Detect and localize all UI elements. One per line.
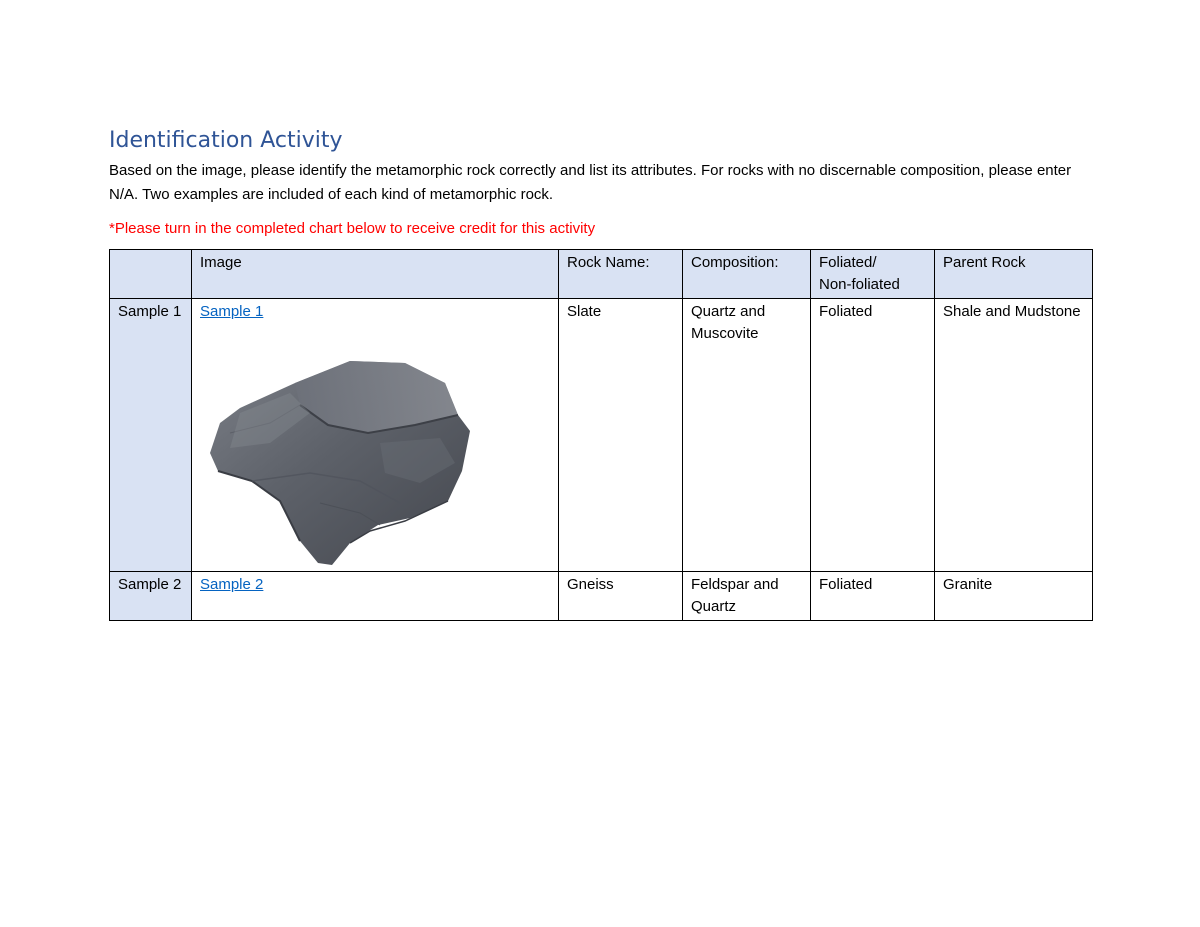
document-page: [109, 126, 1092, 621]
table-row: [110, 572, 1093, 621]
header-composition: Composition:: [683, 250, 811, 299]
page-title: Identification Activity: [109, 128, 343, 153]
header-foliation: [811, 250, 935, 299]
rock-name-sample-2: Gneiss: [559, 572, 683, 621]
parent-rock-sample-1: Shale and Mudstone: [935, 299, 1093, 572]
composition-sample-2: Feldspar and Quartz: [683, 572, 811, 621]
rock-name-sample-1: Slate: [559, 299, 683, 572]
header-rock-name: Rock Name:: [559, 250, 683, 299]
header-parent-rock: Parent Rock: [935, 250, 1093, 299]
slate-rock-image: [200, 353, 480, 568]
foliation-sample-1: Foliated: [811, 299, 935, 572]
foliation-sample-2: Foliated: [811, 572, 935, 621]
header-foliation-line2: Non-foliated: [819, 276, 900, 293]
sample-1-link[interactable]: Sample 1: [200, 303, 264, 320]
credit-notice: *Please turn in the completed chart below to receive credit for this activity: [109, 220, 596, 237]
header-image: Image: [192, 250, 559, 299]
image-cell-sample-2: [192, 572, 559, 621]
header-foliation-line1: Foliated/: [819, 254, 877, 271]
table-row: [110, 299, 1093, 572]
rock-identification-table: [109, 249, 1093, 621]
header-corner-cell: [110, 250, 192, 299]
table-header-row: [110, 250, 1093, 299]
intro-paragraph: Based on the image, please identify the metamorphic rock correctly and list its attributes. For rocks with no discernable composition, please enter N/A. Two examples are included of each kind of metamorphic rock.: [109, 162, 1072, 203]
sample-2-link[interactable]: Sample 2: [200, 576, 264, 593]
composition-sample-1: Quartz and Muscovite: [683, 299, 811, 572]
parent-rock-sample-2: Granite: [935, 572, 1093, 621]
row-label-sample-1: Sample 1: [110, 299, 192, 572]
image-cell-sample-1: [192, 299, 559, 572]
row-label-sample-2: Sample 2: [110, 572, 192, 621]
